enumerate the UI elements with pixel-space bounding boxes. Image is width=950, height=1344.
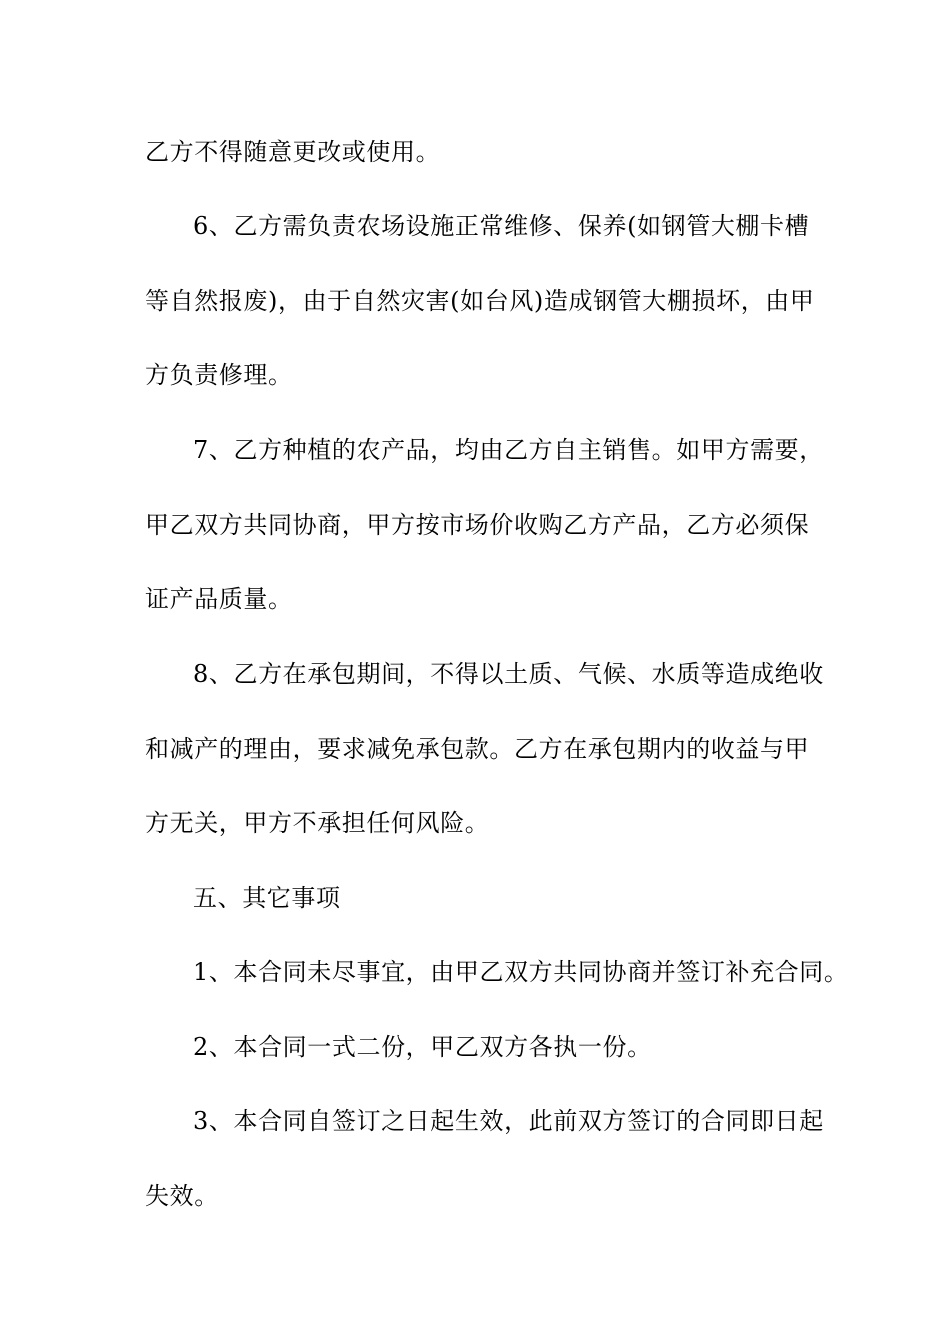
item-3-line-2: 失效。 <box>145 1182 219 1210</box>
item-1-line: 1、本合同未尽事宜，由甲乙双方共同协商并签订补充合同。 <box>193 958 849 986</box>
clause-7-line-3: 证产品质量。 <box>145 585 293 613</box>
item-3-line-1: 3、本合同自签订之日起生效，此前双方签订的合同即日起 <box>193 1107 824 1135</box>
clause-7-line-1: 7、乙方种植的农产品，均由乙方自主销售。如甲方需要， <box>193 436 824 464</box>
text-line: 乙方不得随意更改或使用。 <box>145 138 441 166</box>
section-heading: 五、其它事项 <box>193 884 341 912</box>
item-2-line: 2、本合同一式二份，甲乙双方各执一份。 <box>193 1033 652 1061</box>
clause-6-line-2: 等自然报废)，由于自然灾害(如台风)造成钢管大棚损坏，由甲 <box>145 287 815 315</box>
clause-8-line-3: 方无关，甲方不承担任何风险。 <box>145 809 490 837</box>
clause-7-line-2: 甲乙双方共同协商，甲方按市场价收购乙方产品，乙方必须保 <box>145 511 810 539</box>
clause-6-line-3: 方负责修理。 <box>145 361 293 389</box>
clause-8-line-2: 和减产的理由，要求减免承包款。乙方在承包期内的收益与甲 <box>145 735 810 763</box>
clause-8-line-1: 8、乙方在承包期间，不得以土质、气候、水质等造成绝收 <box>193 660 824 688</box>
clause-6-line-1: 6、乙方需负责农场设施正常维修、保养(如钢管大棚卡槽 <box>193 212 810 240</box>
